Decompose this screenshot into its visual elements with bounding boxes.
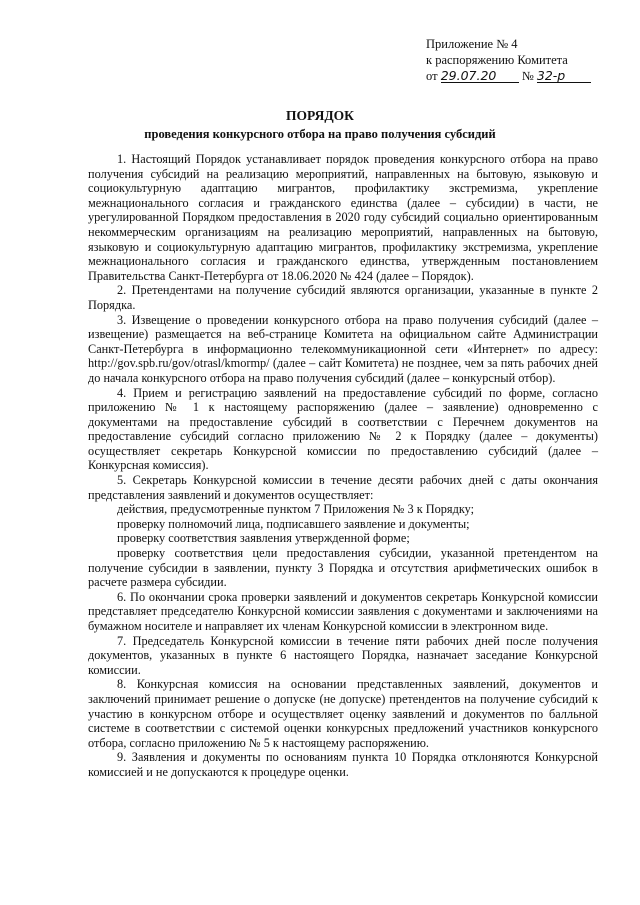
handwritten-date: 29.07.20 <box>441 69 519 83</box>
paragraph-9: 9. Заявления и документы по основаниям пункта 10 Порядка отклоняются Конкурсной комиссией и не допускаются к процедуре оценки. <box>88 750 598 779</box>
appendix-block <box>426 36 626 84</box>
number-label: № <box>521 69 534 83</box>
paragraph-6: 6. По окончании срока проверки заявлений и документов секретарь Конкурсной комиссии представляет председателю Конкурсной комиссии заявления с документами и заключениями на бумажном носителе и направляет их членам Конкурсной комиссии в электронном виде. <box>88 589 598 633</box>
appendix-number: Приложение № 4 <box>426 37 518 51</box>
paragraph-5: 5. Секретарь Конкурсной комиссии в течение десяти рабочих дней с даты окончания представления заявлений и документов осуществляет: <box>88 473 598 502</box>
paragraph-5-item-4: проверку соответствия цели предоставления субсидии, указанной претендентом на получение субсидии в заявлении, пункту 3 Порядка и отсутствия арифметических ошибок в расчете размера субсидии. <box>88 546 598 590</box>
paragraph-4: 4. Прием и регистрацию заявлений на предоставление субсидий по форме, согласно приложению № 1 к настоящему распоряжению (далее – заявление) одновременно с документами на предоставление субсидий в соответствии с Перечнем документов на предоставление субсидий согласно приложению № 2 к Порядку (далее – документы) осуществляет секретарь Конкурсной комиссии по предоставлению субсидий (далее – Конкурсная комиссия). <box>88 385 598 473</box>
paragraph-2: 2. Претендентами на получение субсидий являются организации, указанные в пункте 2 Порядка. <box>88 283 598 312</box>
paragraph-8: 8. Конкурсная комиссия на основании представленных заявлений, документов и заключений принимает решение о допуске (не допуске) претендентов на получение субсидий к участию в конкурсном отборе и осуществляет оценку заявлений и документов по балльной системе в соответствии с системой оценки конкурсных предложений участников конкурсного отбора, согласно приложению № 5 к настоящему распоряжению. <box>88 677 598 750</box>
paragraph-3: 3. Извещение о проведении конкурсного отбора на право получения субсидий (далее – извещение) размещается на веб-странице Комитета на официальном сайте Администрации Санкт-Петербурга в информационно телекоммуникационной сети «Интернет» по адресу: http://gov.spb.ru/gov/otrasl/kmormp/ (далее – сайт Комитета) не позднее, чем за пять рабочих дней до начала конкурсного отбора на право получения субсидий (далее – конкурсный отбор). <box>88 312 598 385</box>
paragraph-7: 7. Председатель Конкурсной комиссии в течение пяти рабочих дней после получения документов, указанных в пункте 6 настоящего Порядка, назначает заседание Конкурсной комиссии. <box>88 633 598 677</box>
paragraph-5-item-2: проверку полномочий лица, подписавшего заявление и документы; <box>117 516 470 531</box>
document-title: ПОРЯДОК <box>286 108 354 123</box>
appendix-date-line <box>426 68 626 84</box>
paragraph-5-item-3: проверку соответствия заявления утвержденной форме; <box>117 531 410 546</box>
paragraph-5-item-1: действия, предусмотренные пунктом 7 Приложения № 3 к Порядку; <box>117 502 475 517</box>
paragraph-1: 1. Настоящий Порядок устанавливает порядок проведения конкурсного отбора на право получения субсидий на реализацию мероприятий, направленных на бытовую, языковую и социокультурную адаптацию мигрантов, профилактику экстремизма, укрепление межнационального согласия и гражданского единства (далее – субсидии) в части, не урегулированной Порядком предоставления в 2020 году субсидий социально ориентированным некоммерческим организациям на реализацию мероприятий, направленных на бытовую, языковую и социокультурную адаптацию мигрантов, профилактику экстремизма, укрепление межнационального согласия и гражданского единства, утвержденным постановлением Правительства Санкт-Петербурга от 18.06.2020 № 424 (далее – Порядок). <box>88 152 598 283</box>
appendix-reference: к распоряжению Комитета <box>426 53 568 67</box>
handwritten-number: 32-р <box>537 69 591 83</box>
document-subtitle: проведения конкурсного отбора на право получения субсидий <box>144 127 496 141</box>
date-label: от <box>426 69 438 83</box>
document-body <box>88 152 598 780</box>
